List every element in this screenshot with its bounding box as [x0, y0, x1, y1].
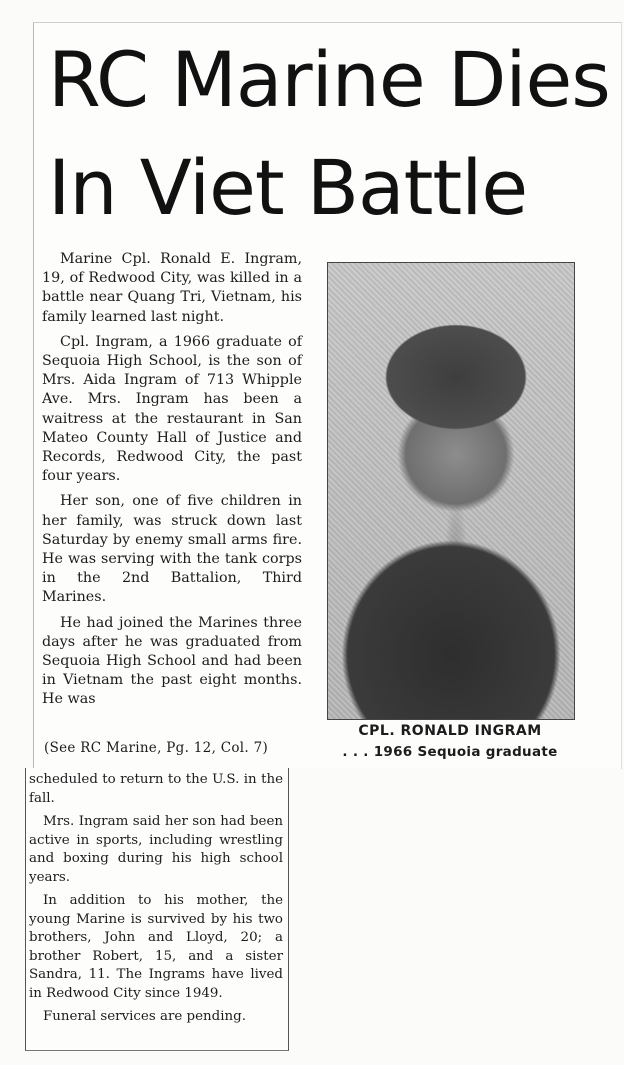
article-paragraph: Marine Cpl. Ronald E. Ingram, 19, of Redwood City, was killed in a battle near Quang Tri, Vietnam, his family learned last night. — [42, 251, 302, 325]
article-body — [42, 250, 302, 716]
continuation-paragraph: In addition to his mother, the young Marine is survived by his two brothers, John and Lloyd, 20; a brother Robert, 15, and a sister Sandra, 11. The Ingrams have lived in Redwood City since 1949. — [29, 893, 283, 1001]
continuation-paragraph: Funeral services are pending. — [43, 1009, 246, 1024]
continuation-paragraph: scheduled to return to the U.S. in the fall. — [29, 772, 283, 806]
photo-caption-subtitle: . . . 1966 Sequoia graduate — [342, 744, 558, 760]
continuation-paragraph: Mrs. Ingram said her son had been active in sports, including wrestling and boxing during his high school years. — [29, 814, 283, 885]
article-paragraph: Cpl. Ingram, a 1966 graduate of Sequoia High School, is the son of Mrs. Aida Ingram of 713 Whipple Ave. Mrs. Ingram has been a waitress at the restaurant in San Mateo County Hall of Justice and Records, Redwood City, the past four years. — [42, 333, 302, 485]
portrait-photo — [327, 262, 575, 720]
jump-line: (See RC Marine, Pg. 12, Col. 7) — [44, 740, 269, 756]
photo-caption-name: CPL. RONALD INGRAM — [358, 723, 542, 739]
headline-line-2: In Viet Battle — [48, 143, 528, 232]
article-continuation — [29, 771, 283, 1032]
article-paragraph: Her son, one of five children in her family, was struck down last Saturday by enemy small arms fire. He was serving with the tank corps in the 2nd Battalion, Third Marines. — [42, 493, 302, 606]
headline-line-1: RC Marine Dies — [48, 35, 610, 124]
article-paragraph: He had joined the Marines three days after he was graduated from Sequoia High School and had been in Vietnam the past eight months. He was — [42, 614, 302, 708]
